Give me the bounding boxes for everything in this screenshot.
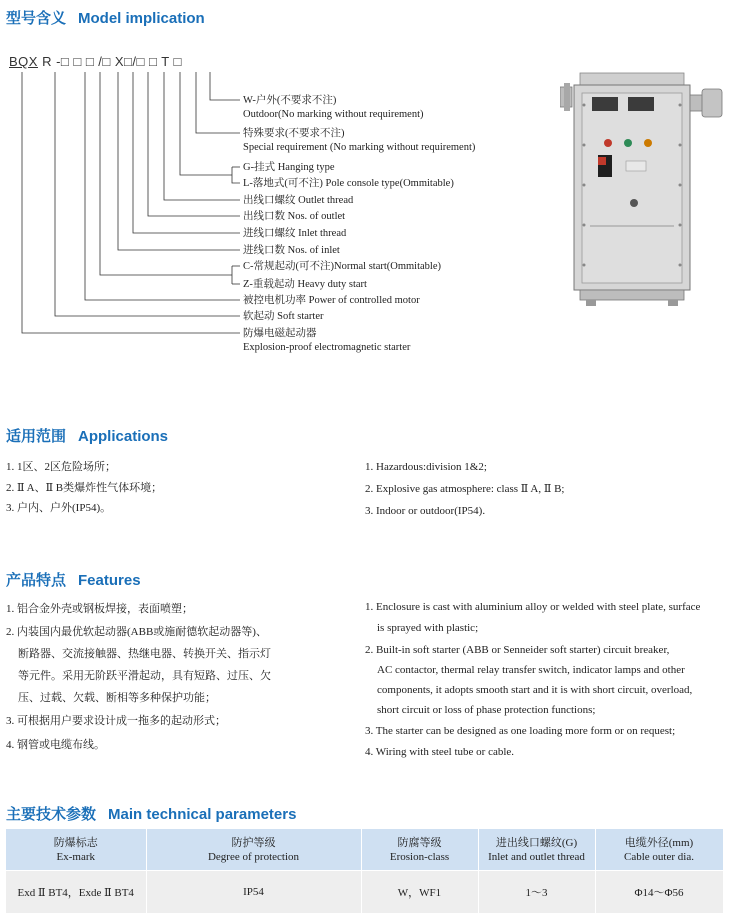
table-cell: W，WF1: [361, 871, 478, 914]
legend-line: 出线口数 Nos. of outlet: [243, 211, 346, 222]
feature-en-item: 1. Enclosure is cast with aluminium alloy or welded with steel plate, surface: [365, 601, 701, 613]
table-header-cell: 防爆标志 Ex-mark: [6, 829, 146, 871]
table-header-cell: 电缆外径(mm) Cable outer dia.: [595, 829, 723, 871]
feature-cn-item: 断路器、交流接触器、热继电器、转换开关、指示灯: [18, 648, 271, 660]
section-title-params: [6, 803, 296, 824]
feature-en-item: is sprayed with plastic;: [377, 622, 479, 634]
table-header-cell: 防腐等级 Erosion-class: [361, 829, 478, 871]
legend-line: Z-重载起动 Heavy duty start: [243, 279, 367, 290]
section-title-applications: [6, 425, 168, 446]
table-cell: Φ14～Φ56: [595, 871, 723, 914]
section-title-en: Applications: [78, 428, 169, 445]
legend-line: Explosion-proof electromagnetic starter: [243, 342, 411, 353]
legend-line: 出线口螺纹 Outlet thread: [243, 195, 354, 206]
table-header-row: [6, 829, 723, 871]
section-title-cn: 型号含义: [6, 10, 67, 27]
feature-en-item: short circuit or loss of phase protection functions;: [377, 704, 596, 716]
feature-en-item: 4. Wiring with steel tube or cable.: [365, 746, 515, 758]
parameters-table: [6, 829, 724, 913]
section-title-cn: 适用范围: [6, 428, 67, 445]
feature-cn-item: 1. 铝合金外壳或钢板焊接，表面喷塑；: [6, 603, 193, 615]
legend-line: 进线口数 Nos. of inlet: [243, 245, 340, 256]
feature-cn-item: 等元件。采用无阶跃平滑起动，具有短路、过压、欠: [18, 670, 271, 682]
section-title-cn: 主要技术参数: [6, 806, 97, 823]
app-en-item: 1. Hazardous:division 1&2;: [365, 461, 487, 473]
legend-line: Special requirement (No marking without requirement): [243, 142, 476, 153]
legend-line: G-挂式 Hanging type: [243, 162, 335, 173]
table-cell: 1～3: [478, 871, 595, 914]
legend-line: C-常规起动(可不注)Normal start(Ommitable): [243, 261, 442, 272]
table-cell: IP54: [146, 871, 361, 914]
feature-en-item: 2. Built-in soft starter (ABB or Senneider soft starter) circuit breaker,: [365, 644, 670, 656]
feature-cn-item: 压、过载、欠载、断相等多种保护功能；: [18, 692, 216, 704]
table-header-cell: 进出线口螺纹(G) Inlet and outlet thread: [478, 829, 595, 871]
legend-line: L-落地式(可不注) Pole console type(Ommitable): [243, 178, 454, 189]
feature-cn-item: 3. 可根据用户要求设计成一拖多的起动形式；: [6, 715, 226, 727]
table-cell: Exd Ⅱ BT4，Exde Ⅱ BT4: [6, 871, 146, 914]
section-title-en: Main technical parameters: [108, 806, 297, 823]
table-header-cell: 防护等级 Degree of protection: [146, 829, 361, 871]
app-en-item: 2. Explosive gas atmosphere: class Ⅱ A, Ⅱ B;: [365, 483, 565, 495]
table-row: [6, 871, 723, 914]
app-cn-item: 3. 户内、户外(IP54)。: [6, 502, 112, 514]
app-cn-item: 1. 1区、2区危险场所；: [6, 461, 116, 473]
legend-line: 软起动 Soft starter: [243, 311, 324, 322]
section-title-en: Features: [78, 572, 141, 589]
section-title-en: Model implication: [78, 10, 205, 27]
legend-line: 特殊要求(不要求不注): [243, 128, 345, 139]
legend-line: 进线口螺纹 Inlet thread: [243, 228, 347, 239]
legend-line: Outdoor(No marking without requirement): [243, 109, 424, 120]
model-code-rest: R -□ □ □ /□ X□/□ □ T □: [37, 54, 182, 69]
app-en-item: 3. Indoor or outdoor(IP54).: [365, 505, 486, 517]
feature-cn-item: 2. 内装国内最优软起动器(ABB或施耐德软起动器等)、: [6, 626, 267, 638]
feature-en-item: components, it adopts smooth start and it is with short circuit, overload,: [377, 684, 693, 696]
feature-cn-item: 4. 钢管或电缆布线。: [6, 739, 105, 751]
feature-en-item: AC contactor, thermal relay transfer switch, indicator lamps and other: [377, 664, 685, 676]
legend-line: 防爆电磁起动器: [243, 328, 317, 339]
model-code-prefix: BQX: [9, 54, 38, 69]
app-cn-item: 2. Ⅱ A、Ⅱ B类爆炸性气体环境；: [6, 482, 163, 494]
section-title-features: [6, 569, 141, 590]
legend-line: 被控电机功率 Power of controlled motor: [243, 295, 420, 306]
legend-line: W-户外(不要求不注): [243, 95, 337, 106]
starter-cabinet-image: [560, 65, 730, 310]
section-title-cn: 产品特点: [6, 572, 67, 589]
feature-en-item: 3. The starter can be designed as one loading more form or on request;: [365, 725, 676, 737]
